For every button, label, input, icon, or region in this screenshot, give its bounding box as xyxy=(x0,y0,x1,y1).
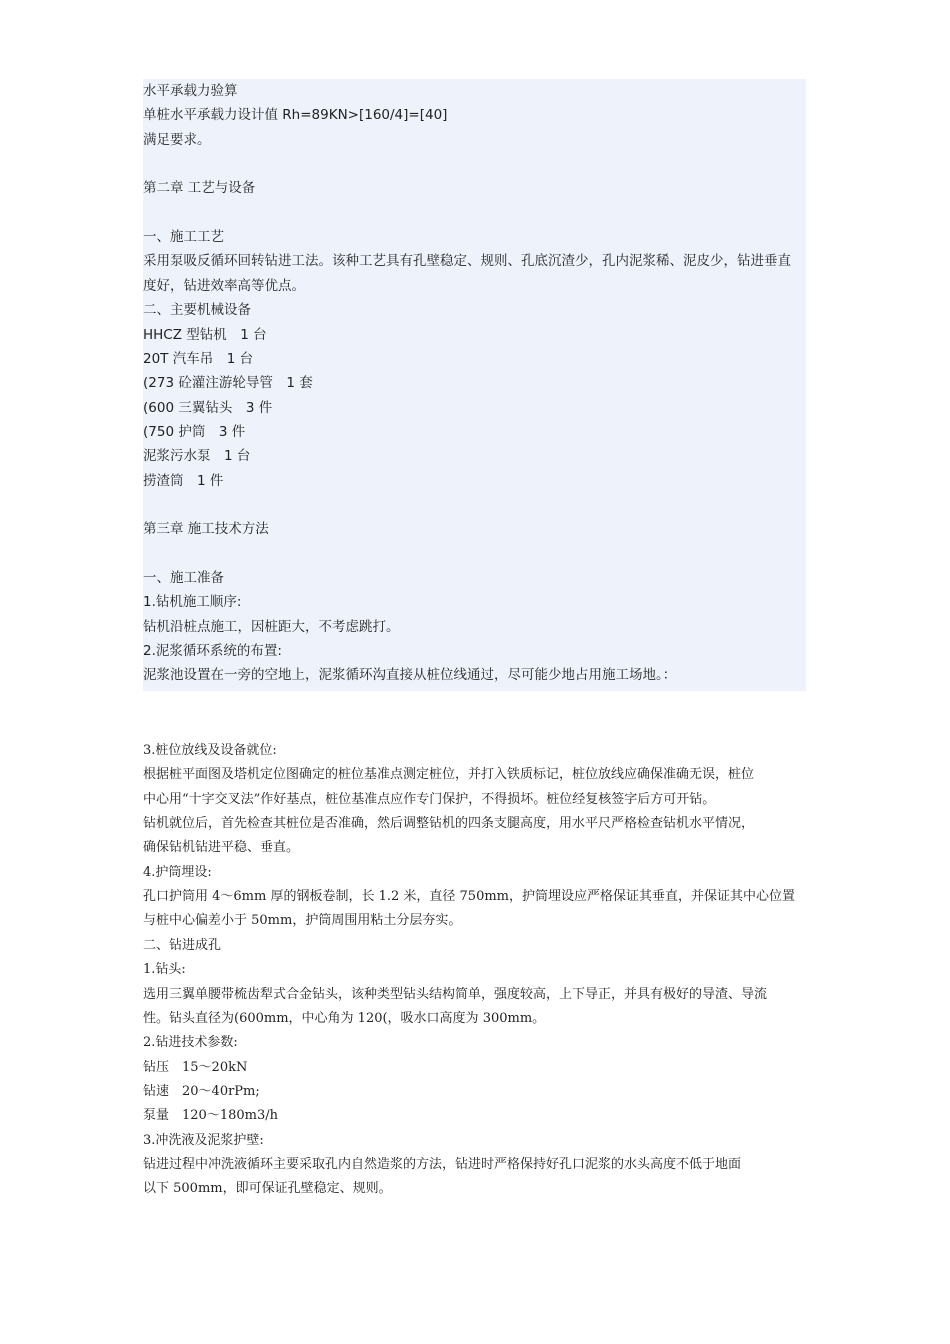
text-line: 采用泵吸反循环回转钻进工法。该种工艺具有孔壁稳定、规则、孔底沉渣少，孔内泥浆稀、泥皮少，钻进垂直 xyxy=(143,253,791,270)
text-line: (750 护筒 3 件 xyxy=(143,423,246,440)
text-line: 钻压 15～20kN xyxy=(143,1059,248,1075)
text-line: (273 砼灌注游轮导管 1 套 xyxy=(143,375,313,392)
text-line: 20T 汽车吊 1 台 xyxy=(143,350,254,367)
text-line: 第二章 工艺与设备 xyxy=(143,180,256,197)
text-line: 中心用“十字交叉法”作好基点，桩位基准点应作专门保护，不得损坏。桩位经复核签字后方可开钻。 xyxy=(143,791,716,807)
text-line: 泥浆污水泵 1 台 xyxy=(143,448,251,465)
text-line: 二、主要机械设备 xyxy=(143,302,251,319)
text-line: 第三章 施工技术方法 xyxy=(143,521,269,538)
text-line: 确保钻机钻进平稳、垂直。 xyxy=(143,840,300,856)
text-line: 钻机就位后，首先检查其桩位是否准确，然后调整钻机的四条支腿高度，用水平尺严格检查钻机水平情况， xyxy=(143,816,755,832)
text-line: 与桩中心偏差小于 50mm，护筒周围用粘土分层夯实。 xyxy=(143,913,462,929)
text-line: 钻机沿桩点施工，因桩距大，不考虑跳打。 xyxy=(143,618,400,635)
text-line: 性。钻头直径为(600mm，中心角为 120(，吸水口高度为 300mm。 xyxy=(143,1010,546,1026)
text-line: 泵量 120～180m3/h xyxy=(143,1108,278,1124)
text-line: 一、施工准备 xyxy=(143,570,224,586)
text-line: 2.钻进技术参数: xyxy=(143,1035,238,1051)
text-line: 二、钻进成孔 xyxy=(143,937,222,953)
text-line: 水平承载力验算 xyxy=(143,83,238,99)
text-line: 一、施工工艺 xyxy=(143,229,224,246)
text-line: 根据桩平面图及塔机定位图确定的桩位基准点测定桩位，并打入铁质标记，桩位放线应确保准确无误，桩位 xyxy=(143,767,755,783)
text-line: HHCZ 型钻机 1 台 xyxy=(143,326,267,343)
text-line: 度好，钻进效率高等优点。 xyxy=(143,277,305,294)
text-line: 3.冲洗液及泥浆护壁: xyxy=(143,1132,264,1148)
text-line: 孔口护筒用 4～6mm 厚的钢板卷制，长 1.2 米，直径 750mm，护筒埋设应严格保证其垂直，并保证其中心位置 xyxy=(143,889,796,905)
text-line: 1.钻机施工顺序: xyxy=(143,594,242,611)
text-line: 3.桩位放线及设备就位: xyxy=(143,743,277,758)
text-line: 以下 500mm，即可保证孔壁稳定、规则。 xyxy=(143,1181,392,1197)
text-line: 钻进过程中冲洗液循环主要采取孔内自然造浆的方法，钻进时严格保持好孔口泥浆的水头高度不低于地面 xyxy=(143,1156,742,1172)
text-line: 4.护筒埋设: xyxy=(143,864,212,880)
text-line: 1.钻头: xyxy=(143,962,186,978)
text-line: 捞渣筒 1 件 xyxy=(143,472,224,489)
text-line: 满足要求。 xyxy=(143,131,211,148)
text-line: 2.泥浆循环系统的布置: xyxy=(143,643,282,660)
text-line: 选用三翼单腰带梳齿犁式合金钻头，该种类型钻头结构简单，强度较高，上下导正，并具有极好的导渣、导流 xyxy=(143,986,768,1002)
text-line: (600 三翼钻头 3 件 xyxy=(143,399,273,416)
text-line: 泥浆池设置在一旁的空地上，泥浆循环沟直接从桩位线通过，尽可能少地占用施工场地。： xyxy=(143,667,677,684)
text-line: 单桩水平承载力设计值 Rh=89KN>[160/4]=[40] xyxy=(143,107,448,124)
text-line: 钻速 20～40rPm; xyxy=(143,1083,260,1099)
